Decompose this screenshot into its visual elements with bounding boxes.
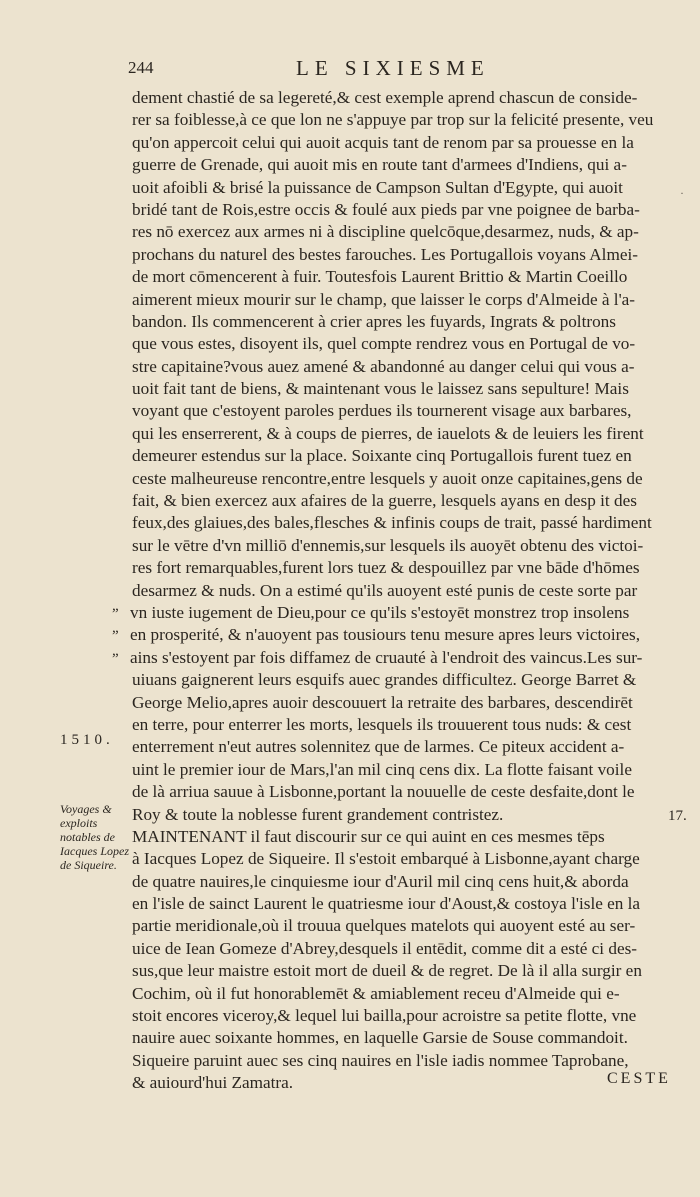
text-line: bridé tant de Rois,estre occis & foulé aux pieds par vne poignee de barba- xyxy=(132,199,640,219)
text-line: res fort remarquables,furent lors tuez & despouillez par vne bāde d'hōmes xyxy=(132,558,640,578)
text-line: stoit encores viceroy,& lequel lui bailla,pour acroistre sa petite flotte, vne xyxy=(132,1006,637,1026)
text-line: Siqueire paruint auec ses cinq nauires en l'isle iadis nommee Taprobane, xyxy=(132,1050,629,1070)
text-line: uiuans gaignerent leurs esquifs auec grandes difficultez. George Barret & xyxy=(132,670,637,690)
page-number: 244 xyxy=(128,58,154,77)
quote-mark: ” xyxy=(112,650,119,667)
text-line: dement chastié de sa legereté,& cest exemple aprend chascun de conside- xyxy=(132,88,638,107)
text-line: en terre, pour enterrer les morts, lesquels ils trouuerent tous nuds: & cest xyxy=(132,714,632,734)
text-line: uint le premier iour de Mars,l'an mil cinq cens dix. La flotte faisant voile xyxy=(132,759,632,779)
text-line: partie meridionale,où il trouua quelques matelots qui auoyent esté au ser- xyxy=(132,916,636,936)
text-line: rer sa foiblesse,à ce que lon ne s'appuye par trop sur la felicité presente, veu xyxy=(132,110,654,130)
text-line: Cochim, où il fut honorablemēt & amiablement receu d'Almeide qui e- xyxy=(132,983,620,1003)
text-line: qui les enserrerent, & à coups de pierres, de iauelots & de leuiers les firent xyxy=(132,423,644,443)
text-line: de là arriua sauue à Lisbonne,portant la nouuelle de ceste desfaite,dont le xyxy=(132,782,635,802)
text-line: vn iuste iugement de Dieu,pour ce qu'ils s'estoyēt monstrez trop insolens xyxy=(130,602,630,622)
margin-sidenote: Voyages & exploits notables de Iacques Lopez de Siqueire. xyxy=(60,802,129,872)
margin-mark: · xyxy=(680,186,684,200)
running-title: LE SIXIESME xyxy=(296,56,490,80)
text-line: uoit fait tant de biens, & maintenant vous le laissez sans sepulture! Mais xyxy=(132,379,629,399)
quoted-line xyxy=(112,602,670,624)
quote-mark: ” xyxy=(112,628,119,645)
text-line: fait, & bien exercez aux afaires de la guerre, lesquels ayans en desp it des xyxy=(132,491,637,511)
quoted-line xyxy=(112,624,670,646)
text-line: stre capitaine?vous auez amené & abandonné au danger celui qui vous a- xyxy=(132,356,635,376)
text-line: sus,que leur maistre estoit mort de dueil & de regret. De là il alla surgir en xyxy=(132,961,642,981)
text-line: ains s'estoyent par fois diffamez de cruauté à l'endroit des vaincus.Les sur- xyxy=(130,647,643,667)
text-line: uoit afoibli & brisé la puissance de Campson Sultan d'Egypte, qui auoit xyxy=(132,177,623,197)
text-line: George Melio,apres auoir descouuert la retraite des barbares, descendirēt xyxy=(132,692,633,712)
text-line: aimerent mieux mourir sur le champ, que laisser le corps d'Almeide à l'a- xyxy=(132,289,636,309)
body-text xyxy=(112,87,670,1095)
quote-mark: ” xyxy=(112,605,119,622)
text-line: MAINTENANT il faut discourir sur ce qui auint en ces mesmes tēps xyxy=(132,826,605,846)
folio-mark: 17. xyxy=(668,808,687,824)
text-line: en prosperité, & n'auoyent pas tousiours tenu mesure apres leurs victoires, xyxy=(130,625,640,645)
text-line: feux,des glaiues,des bales,flesches & infinis coups de trait, passé hardiment xyxy=(132,513,652,533)
text-line: ceste malheureuse rencontre,entre lesquels y auoit onze capitaines,gens de xyxy=(132,468,643,488)
text-line: uice de Iean Gomeze d'Abrey,desquels il entēdit, comme dit a esté ci des- xyxy=(132,938,637,958)
text-line: à Iacques Lopez de Siqueire. Il s'estoit embarqué à Lisbonne,ayant charge xyxy=(132,849,640,869)
text-line: nauire auec soixante hommes, en laquelle Garsie de Souse commandoit. xyxy=(132,1028,628,1048)
text-line: en l'isle de sainct Laurent le quatriesme iour d'Aoust,& costoya l'isle en la xyxy=(132,894,641,914)
text-line: que vous estes, disoyent ils, quel compte rendrez vous en Portugal de vo- xyxy=(132,334,636,354)
text-line: de quatre nauires,le cinquiesme iour d'Auril mil cinq cens huit,& aborda xyxy=(132,871,629,891)
margin-year: 1510. xyxy=(60,732,114,748)
text-line: sur le vētre d'vn milliō d'ennemis,sur lesquels ils auoyēt obtenu des victoi- xyxy=(132,535,644,555)
text-line: & auiourd'hui Zamatra. xyxy=(132,1073,294,1093)
text-line: guerre de Grenade, qui auoit mis en route tant d'armees d'Indiens, qui a- xyxy=(132,155,627,175)
catchword: CESTE xyxy=(607,1070,671,1087)
text-line: demeurer estendus sur la place. Soixante cinq Portugallois furent tuez en xyxy=(132,446,632,466)
text-line: desarmez & nuds. On a estimé qu'ils auoyent esté punis de ceste sorte par xyxy=(132,580,638,600)
text-line: enterrement n'eut autres solennitez que de larmes. Ce piteux accident a- xyxy=(132,737,625,757)
text-line: Roy & toute la noblesse furent grandement contristez. xyxy=(132,804,504,824)
text-line: voyant que c'estoyent paroles perdues ils tournerent visage aux barbares, xyxy=(132,401,632,421)
text-line: prochans du naturel des bestes farouches. Les Portugallois voyans Almei- xyxy=(132,244,638,264)
text-line: res nō exercez aux armes ni à discipline quelcōque,desarmez, nuds, & ap- xyxy=(132,222,639,242)
page-header xyxy=(0,56,700,86)
text-line: de mort cōmencerent à fuir. Toutesfois Laurent Brittio & Martin Coeillo xyxy=(132,267,628,287)
quoted-line xyxy=(112,647,670,669)
text-line: bandon. Ils commencerent à crier apres les fuyards, Ingrats & poltrons xyxy=(132,311,616,331)
text-line: qu'on appercoit celui qui auoit acquis tant de renom par sa prouesse en la xyxy=(132,132,634,152)
